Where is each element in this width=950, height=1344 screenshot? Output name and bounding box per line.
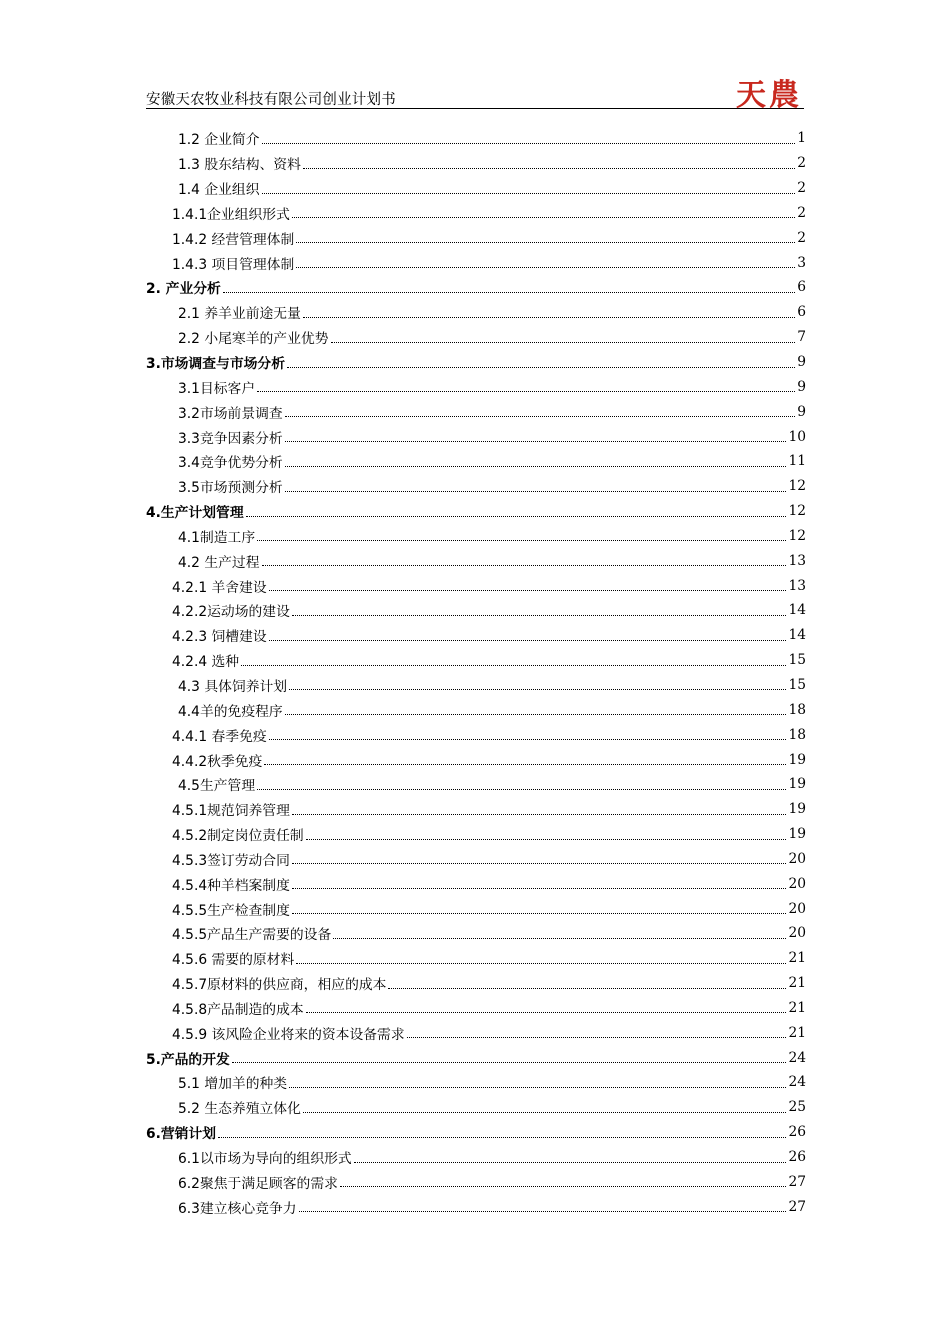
toc-entry[interactable] <box>146 300 806 325</box>
toc-entry-label: 4.4.1 春季免疫 <box>172 728 267 745</box>
toc-dot-leader <box>292 888 787 889</box>
toc-page-number: 14 <box>788 627 806 644</box>
toc-entry[interactable] <box>146 250 806 275</box>
toc-page-number: 14 <box>788 602 806 619</box>
toc-page-number: 6 <box>797 279 806 296</box>
toc-page-number: 26 <box>788 1149 806 1166</box>
toc-entry-label: 4.5.5生产检查制度 <box>172 902 290 919</box>
toc-dot-leader <box>269 640 787 641</box>
toc-page-number: 19 <box>788 801 806 818</box>
toc-page-number: 11 <box>788 453 806 470</box>
toc-entry-label: 5.2 生态养殖立体化 <box>178 1101 301 1118</box>
toc-dot-leader <box>285 416 795 417</box>
toc-entry[interactable] <box>146 325 806 350</box>
toc-dot-leader <box>262 565 787 566</box>
toc-entry[interactable] <box>146 499 806 524</box>
toc-dot-leader <box>285 441 787 442</box>
toc-entry[interactable] <box>146 225 806 250</box>
toc-entry[interactable] <box>146 623 806 648</box>
table-of-contents <box>146 126 806 1219</box>
toc-entry[interactable] <box>146 697 806 722</box>
toc-dot-leader <box>262 143 796 144</box>
toc-entry-label: 4.3 具体饲养计划 <box>178 678 288 695</box>
toc-entry-label: 4.2.4 选种 <box>172 654 240 671</box>
toc-entry[interactable] <box>146 548 806 573</box>
toc-entry[interactable] <box>146 1145 806 1170</box>
toc-entry[interactable] <box>146 1120 806 1145</box>
toc-page-number: 27 <box>788 1173 806 1190</box>
toc-dot-leader <box>331 342 796 343</box>
toc-entry-label: 3.2市场前景调查 <box>178 405 283 422</box>
toc-entry[interactable] <box>146 449 806 474</box>
toc-entry[interactable] <box>146 1095 806 1120</box>
toc-dot-leader <box>292 814 787 815</box>
toc-entry[interactable] <box>146 474 806 499</box>
toc-entry-label: 1.4.3 项目管理体制 <box>172 256 295 273</box>
toc-entry[interactable] <box>146 1020 806 1045</box>
toc-dot-leader <box>354 1162 787 1163</box>
toc-entry[interactable] <box>146 126 806 151</box>
toc-dot-leader <box>303 1112 787 1113</box>
toc-dot-leader <box>306 839 787 840</box>
toc-entry[interactable] <box>146 573 806 598</box>
toc-page-number: 26 <box>788 1124 806 1141</box>
toc-dot-leader <box>241 665 786 666</box>
toc-page-number: 9 <box>797 354 806 371</box>
toc-page-number: 15 <box>788 676 806 693</box>
toc-entry[interactable] <box>146 971 806 996</box>
toc-page-number: 24 <box>788 1074 806 1091</box>
toc-dot-leader <box>269 739 787 740</box>
toc-page-number: 7 <box>797 329 806 346</box>
toc-dot-leader <box>289 689 786 690</box>
toc-entry-label: 4.5生产管理 <box>178 778 256 795</box>
toc-dot-leader <box>246 516 787 517</box>
toc-dot-leader <box>292 615 787 616</box>
toc-page-number: 12 <box>788 503 806 520</box>
toc-entry-label: 4.4羊的免疫程序 <box>178 703 283 720</box>
toc-page-number: 9 <box>797 403 806 420</box>
toc-entry[interactable] <box>146 921 806 946</box>
toc-page-number: 20 <box>788 925 806 942</box>
toc-page-number: 20 <box>788 900 806 917</box>
toc-page-number: 15 <box>788 652 806 669</box>
toc-page-number: 20 <box>788 850 806 867</box>
toc-page-number: 24 <box>788 1049 806 1066</box>
toc-dot-leader <box>264 764 786 765</box>
toc-entry[interactable] <box>146 524 806 549</box>
toc-entry-label: 6.2聚焦于满足顾客的需求 <box>178 1175 338 1192</box>
toc-entry-label: 4.2.3 饲槽建设 <box>172 629 267 646</box>
toc-dot-leader <box>296 963 786 964</box>
toc-entry-label: 1.4.1企业组织形式 <box>172 206 290 223</box>
document-title: 安徽天农牧业科技有限公司创业计划书 <box>146 92 396 108</box>
toc-dot-leader <box>407 1037 787 1038</box>
toc-entry[interactable] <box>146 747 806 772</box>
toc-entry-label: 6.营销计划 <box>146 1126 217 1143</box>
toc-entry-label: 6.3建立核心竞争力 <box>178 1200 297 1217</box>
toc-page-number: 21 <box>788 1024 806 1041</box>
toc-page-number: 21 <box>788 950 806 967</box>
toc-dot-leader <box>340 1186 787 1187</box>
toc-entry[interactable] <box>146 275 806 300</box>
toc-dot-leader <box>287 367 795 368</box>
toc-entry[interactable] <box>146 176 806 201</box>
toc-dot-leader <box>306 1012 787 1013</box>
toc-dot-leader <box>296 242 795 243</box>
toc-entry-label: 4.2 生产过程 <box>178 554 260 571</box>
toc-dot-leader <box>299 1211 787 1212</box>
toc-dot-leader <box>218 1137 786 1138</box>
toc-entry-label: 1.4.2 经营管理体制 <box>172 231 295 248</box>
toc-dot-leader <box>292 863 787 864</box>
toc-entry[interactable] <box>146 648 806 673</box>
toc-entry-label: 4.1制造工序 <box>178 529 256 546</box>
toc-entry-label: 4.2.2运动场的建设 <box>172 604 290 621</box>
toc-page-number: 12 <box>788 478 806 495</box>
toc-page-number: 19 <box>788 776 806 793</box>
toc-entry-label: 3.5市场预测分析 <box>178 480 283 497</box>
toc-entry-label: 4.5.5产品生产需要的设备 <box>172 927 332 944</box>
toc-page-number: 27 <box>788 1198 806 1215</box>
toc-entry-label: 2.2 小尾寒羊的产业优势 <box>178 331 329 348</box>
toc-entry[interactable] <box>146 673 806 698</box>
toc-dot-leader <box>333 938 786 939</box>
toc-page-number: 18 <box>788 726 806 743</box>
toc-entry[interactable] <box>146 772 806 797</box>
toc-page-number: 1 <box>797 130 806 147</box>
toc-page-number: 25 <box>788 1099 806 1116</box>
toc-entry[interactable] <box>146 896 806 921</box>
toc-page-number: 2 <box>797 180 806 197</box>
toc-page-number: 12 <box>788 527 806 544</box>
toc-page-number: 2 <box>797 229 806 246</box>
toc-entry-label: 4.5.1规范饲养管理 <box>172 803 290 820</box>
toc-entry[interactable] <box>146 598 806 623</box>
toc-entry-label: 4.5.6 需要的原材料 <box>172 952 295 969</box>
toc-entry[interactable] <box>146 1194 806 1219</box>
toc-entry[interactable] <box>146 424 806 449</box>
toc-entry-label: 5.1 增加羊的种类 <box>178 1076 288 1093</box>
toc-entry[interactable] <box>146 1169 806 1194</box>
toc-entry-label: 4.5.7原材料的供应商，相应的成本 <box>172 977 387 994</box>
toc-entry-label: 3.1目标客户 <box>178 380 256 397</box>
toc-entry[interactable] <box>146 722 806 747</box>
toc-dot-leader <box>292 217 795 218</box>
toc-entry-label: 5.产品的开发 <box>146 1051 230 1068</box>
toc-entry-label: 4.生产计划管理 <box>146 505 244 522</box>
toc-dot-leader <box>303 168 795 169</box>
toc-entry-label: 3.4竞争优势分析 <box>178 455 283 472</box>
toc-dot-leader <box>223 292 795 293</box>
toc-entry[interactable] <box>146 797 806 822</box>
toc-entry-label: 3.3竞争因素分析 <box>178 430 283 447</box>
toc-entry-label: 1.3 股东结构、资料 <box>178 157 301 174</box>
toc-entry[interactable] <box>146 1070 806 1095</box>
toc-entry[interactable] <box>146 996 806 1021</box>
toc-dot-leader <box>289 1087 786 1088</box>
toc-entry[interactable] <box>146 399 806 424</box>
toc-entry-label: 4.5.3签订劳动合同 <box>172 852 290 869</box>
toc-page-number: 6 <box>797 304 806 321</box>
toc-dot-leader <box>262 193 796 194</box>
toc-page-number: 10 <box>788 428 806 445</box>
toc-dot-leader <box>296 267 795 268</box>
toc-entry[interactable] <box>146 871 806 896</box>
toc-page-number: 3 <box>797 254 806 271</box>
toc-page-number: 18 <box>788 701 806 718</box>
toc-entry[interactable] <box>146 1045 806 1070</box>
toc-entry-label: 4.2.1 羊舍建设 <box>172 579 267 596</box>
toc-entry[interactable] <box>146 946 806 971</box>
toc-page-number: 21 <box>788 975 806 992</box>
toc-page-number: 21 <box>788 999 806 1016</box>
toc-entry-label: 1.4 企业组织 <box>178 182 260 199</box>
toc-entry-label: 2.1 养羊业前途无量 <box>178 306 301 323</box>
toc-dot-leader <box>388 988 786 989</box>
toc-entry-label: 4.4.2秋季免疫 <box>172 753 263 770</box>
toc-dot-leader <box>257 540 786 541</box>
toc-entry[interactable] <box>146 151 806 176</box>
toc-dot-leader <box>303 317 795 318</box>
toc-entry-label: 4.5.9 该风险企业将来的资本设备需求 <box>172 1026 405 1043</box>
toc-entry-label: 3.市场调查与市场分析 <box>146 356 286 373</box>
toc-entry-label: 4.5.2制定岗位责任制 <box>172 828 304 845</box>
company-logo: 天農 <box>736 78 802 113</box>
toc-entry-label: 4.5.4种羊档案制度 <box>172 877 290 894</box>
toc-entry[interactable] <box>146 374 806 399</box>
toc-page-number: 19 <box>788 751 806 768</box>
toc-page-number: 2 <box>797 204 806 221</box>
toc-page-number: 13 <box>788 577 806 594</box>
toc-entry-label: 4.5.8产品制造的成本 <box>172 1001 304 1018</box>
toc-dot-leader <box>269 590 787 591</box>
toc-page-number: 19 <box>788 826 806 843</box>
toc-dot-leader <box>292 913 787 914</box>
toc-dot-leader <box>285 714 787 715</box>
toc-dot-leader <box>232 1062 787 1063</box>
toc-page-number: 2 <box>797 155 806 172</box>
toc-dot-leader <box>285 466 787 467</box>
toc-page-number: 9 <box>797 378 806 395</box>
toc-entry[interactable] <box>146 201 806 226</box>
toc-dot-leader <box>257 391 795 392</box>
page-header <box>146 78 804 113</box>
toc-entry-label: 2. 产业分析 <box>146 281 221 298</box>
toc-entry-label: 1.2 企业简介 <box>178 132 260 149</box>
toc-entry[interactable] <box>146 846 806 871</box>
toc-entry[interactable] <box>146 822 806 847</box>
toc-dot-leader <box>257 789 786 790</box>
toc-entry-label: 6.1以市场为导向的组织形式 <box>178 1151 352 1168</box>
toc-entry[interactable] <box>146 350 806 375</box>
toc-page-number: 20 <box>788 875 806 892</box>
toc-page-number: 13 <box>788 552 806 569</box>
toc-dot-leader <box>285 491 787 492</box>
